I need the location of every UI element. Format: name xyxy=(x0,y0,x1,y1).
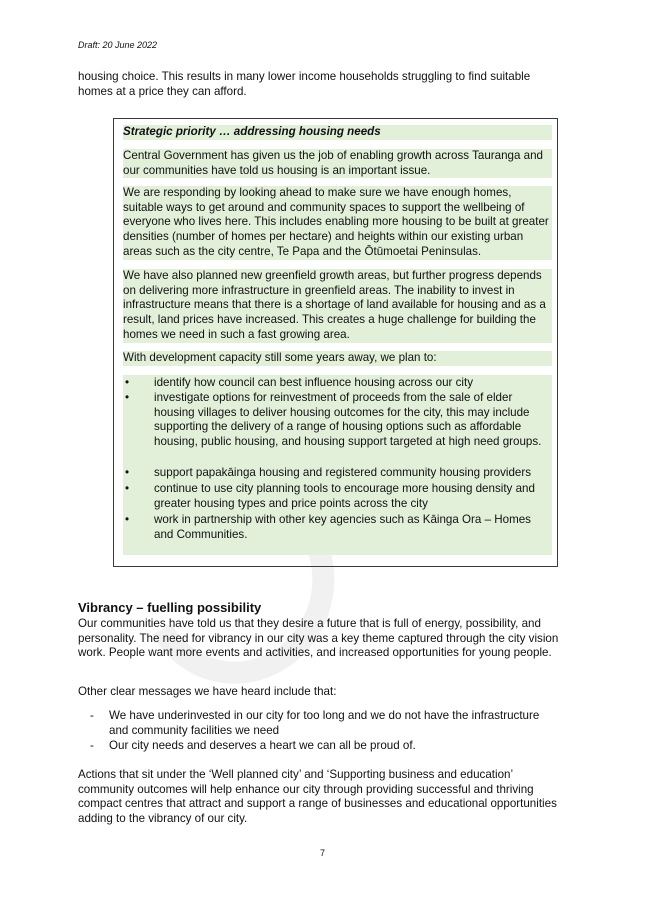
strategic-bullet-list xyxy=(123,375,552,555)
list-item-text: work in partnership with other key agencies such as Kāinga Ora – Homes and Communities. xyxy=(154,513,531,541)
bullet-icon: • xyxy=(125,391,130,404)
list-item-text: We have underinvested in our city for too long and we do not have the infrastructure and community facilities we need xyxy=(109,709,540,737)
draft-date-label: Draft: 20 June 2022 xyxy=(78,40,158,50)
strategic-paragraph-1: Central Government has given us the job of enabling growth across Tauranga and our communities have told us housing is an important issue. xyxy=(123,149,552,178)
dash-bullet-icon: - xyxy=(90,709,94,722)
list-item-text: support papakāinga housing and registered community housing providers xyxy=(154,466,532,479)
strategic-paragraph-3: We have also planned new greenfield growth areas, but further progress depends on delivering more infrastructure in greenfield areas. The inability to invest in infrastructure means that there is a shortage of land available for housing and as a result, land prices have increased. This creates a huge challenge for building the homes we need in such a fast growing area. xyxy=(123,269,552,343)
list-item-text: Our city needs and deserves a heart we can all be proud of. xyxy=(109,739,416,752)
dash-bullet-icon: - xyxy=(90,739,94,752)
vibrancy-paragraph-1: Our communities have told us that they desire a future that is full of energy, possibility, and personality. The need for vibrancy in our city was a key theme captured through the city vision work. People want more events and activities, and increased opportunities for young people. xyxy=(78,617,559,660)
bullet-icon: • xyxy=(125,482,130,495)
bullet-icon: • xyxy=(125,376,130,389)
strategic-paragraph-2: We are responding by looking ahead to make sure we have enough homes, suitable ways to get around and community spaces to support the wellbeing of everyone who lives here. This includes enabling more housing to be built at greater densities (number of homes per hectare) and heights within our existing urban areas such as the city centre, Te Papa and the Ōtūmoetai Peninsulas. xyxy=(123,186,552,260)
bullet-icon: • xyxy=(125,466,130,479)
page-number: 7 xyxy=(319,848,325,858)
vibrancy-heading: Vibrancy – fuelling possibility xyxy=(78,600,262,615)
vibrancy-paragraph-3: Actions that sit under the ‘Well planned city’ and ‘Supporting business and education’ community outcomes will help enhance our city through providing successful and thriving compact centres that attract and support a range of businesses and educational opportunities adding to the vibrancy of our city. xyxy=(78,768,557,826)
list-item-text: continue to use city planning tools to encourage more housing density and greater housing types and price points across the city xyxy=(154,482,535,510)
strategic-priority-title: Strategic priority … addressing housing needs xyxy=(123,125,552,140)
intro-paragraph: housing choice. This results in many lower income households struggling to find suitable homes at a price they can afford. xyxy=(78,70,531,98)
vibrancy-paragraph-2: Other clear messages we have heard include that: xyxy=(78,685,337,698)
list-item-text: identify how council can best influence housing across our city xyxy=(154,376,474,389)
strategic-paragraph-4: With development capacity still some years away, we plan to: xyxy=(123,351,552,366)
list-item-text: investigate options for reinvestment of proceeds from the sale of elder housing villages to deliver housing outcomes for the city, this may include supporting the delivery of a range of housing options such as affordable housing, public housing, and housing support targeted at high need groups. xyxy=(154,391,542,449)
bullet-icon: • xyxy=(125,513,130,526)
